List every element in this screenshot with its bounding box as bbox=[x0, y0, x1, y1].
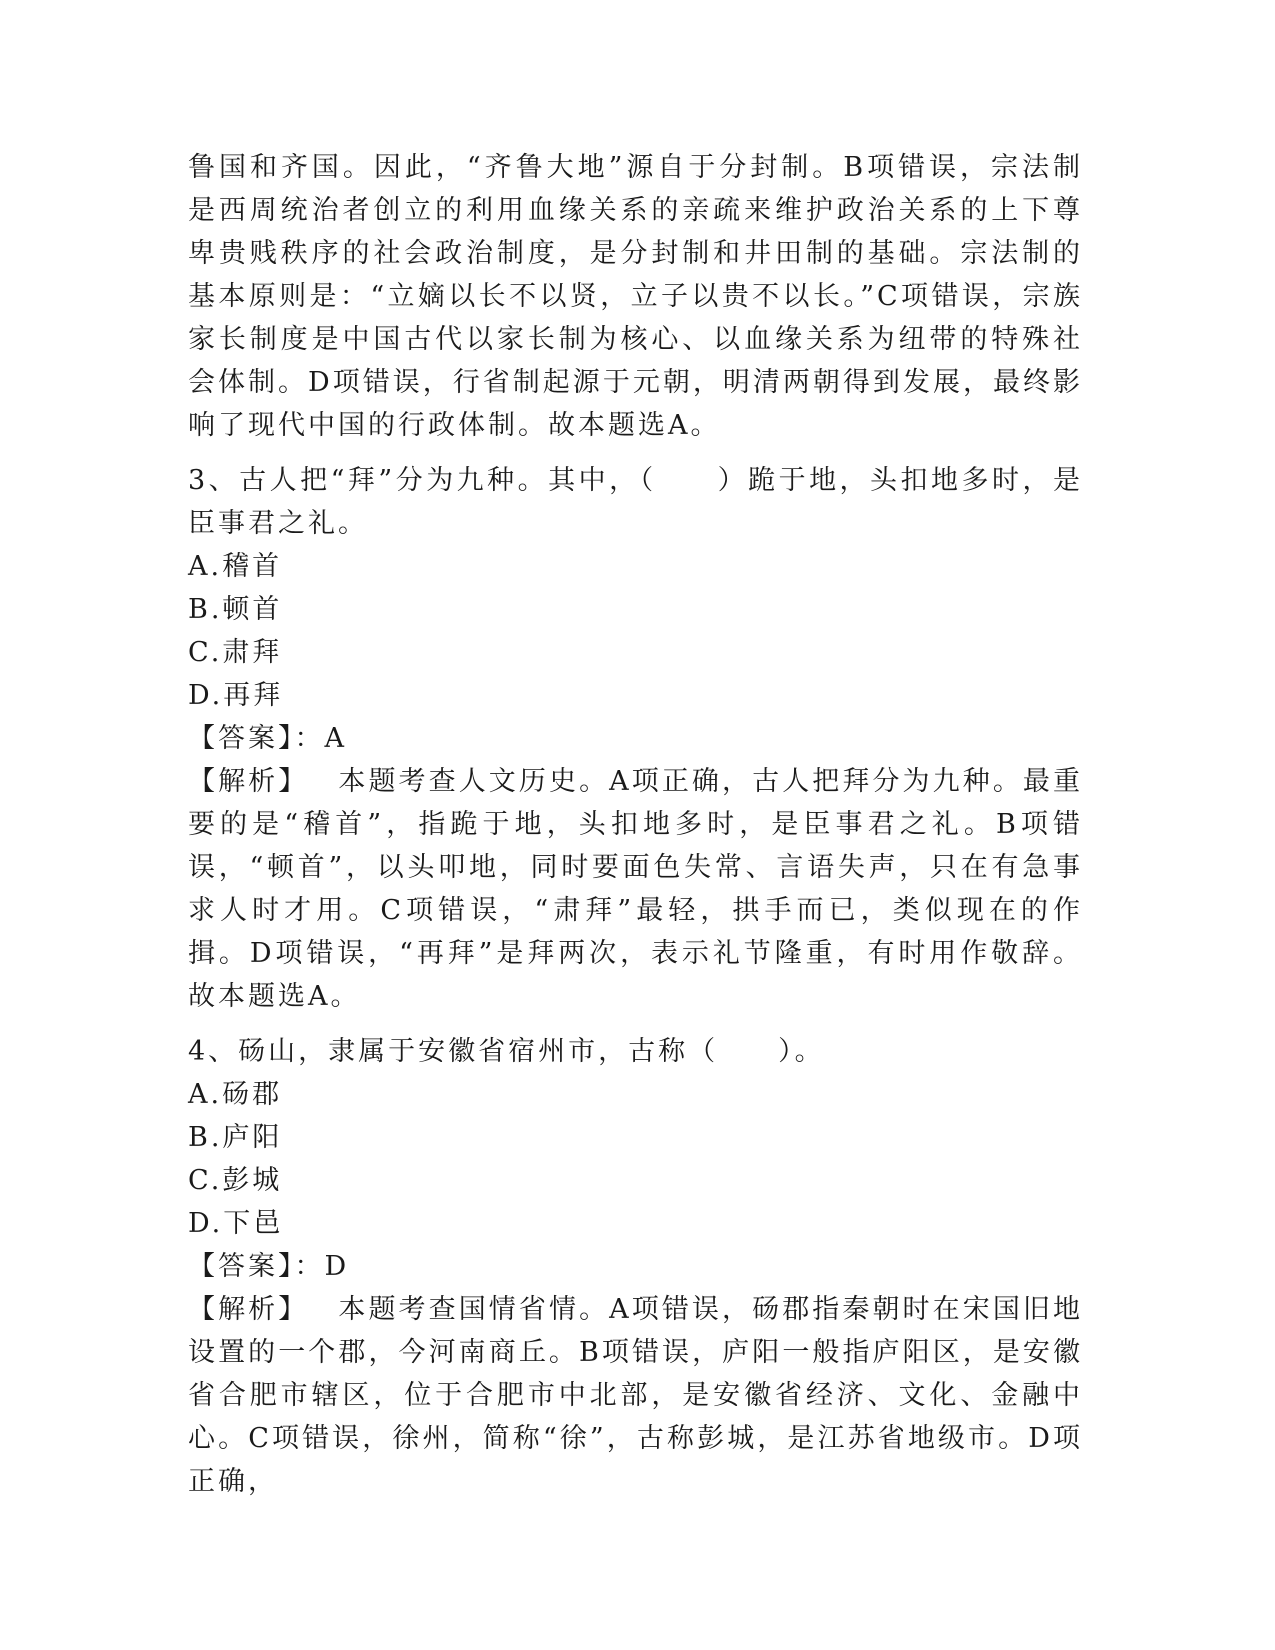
option-c: C.彭城 bbox=[188, 1165, 283, 1196]
question-stem: 3、古人把“拜”分为九种。其中，（ ）跪于地，头扣地多时，是臣事君之礼。 bbox=[188, 465, 1083, 539]
explanation-label: 【解析】 bbox=[188, 766, 309, 797]
explanation-text: 本题考查国情省情。A项错误，砀郡指秦朝时在宋国旧地设置的一个郡，今河南商丘。B项错误，庐阳一般指庐阳区，是安徽省合肥市辖区，位于合肥市中北部，是安徽省经济、文化、金融中心。C项错误，徐州，简称“徐”，古称彭城，是江苏省地级市。D项正确， bbox=[188, 1294, 1083, 1497]
option-d: D.再拜 bbox=[188, 680, 284, 711]
answer-line: 【答案】：D bbox=[188, 1251, 350, 1282]
option-a: A.稽首 bbox=[188, 551, 283, 582]
explanation-text: 本题考查人文历史。A项正确，古人把拜分为九种。最重要的是“稽首”，指跪于地，头扣地多时，是臣事君之礼。B项错误，“顿首”，以头叩地，同时要面色失常、言语失声，只在有急事求人时才用。C项错误，“肃拜”最轻，拱手而已，类似现在的作揖。D项错误，“再拜”是拜两次，表示礼节隆重，有时用作敬辞。故本题选A。 bbox=[188, 766, 1083, 1012]
option-b: B.庐阳 bbox=[188, 1122, 283, 1153]
option-a: A.砀郡 bbox=[188, 1079, 283, 1110]
option-d: D.下邑 bbox=[188, 1208, 284, 1239]
option-b: B.顿首 bbox=[188, 594, 283, 625]
continuation-paragraph: 鲁国和齐国。因此，“齐鲁大地”源自于分封制。B项错误，宗法制是西周统治者创立的利用血缘关系的亲疏来维护政治关系的上下尊卑贵贱秩序的社会政治制度，是分封制和井田制的基础。宗法制的基本原则是：“立嫡以长不以贤，立子以贵不以长。”C项错误，宗族家长制度是中国古代以家长制为核心、以血缘关系为纽带的特殊社会体制。D项错误，行省制起源于元朝，明清两朝得到发展，最终影响了现代中国的行政体制。故本题选A。 bbox=[188, 152, 1083, 441]
question-stem: 4、砀山，隶属于安徽省宿州市，古称（ ）。 bbox=[188, 1036, 825, 1067]
question-4 bbox=[188, 1030, 1083, 1503]
explanation-paragraph bbox=[188, 760, 1083, 1018]
question-3 bbox=[188, 459, 1083, 1018]
answer-line: 【答案】：A bbox=[188, 723, 347, 754]
explanation-label: 【解析】 bbox=[188, 1294, 309, 1325]
explanation-paragraph bbox=[188, 1288, 1083, 1503]
page-content bbox=[188, 146, 1083, 1503]
option-c: C.肃拜 bbox=[188, 637, 283, 668]
